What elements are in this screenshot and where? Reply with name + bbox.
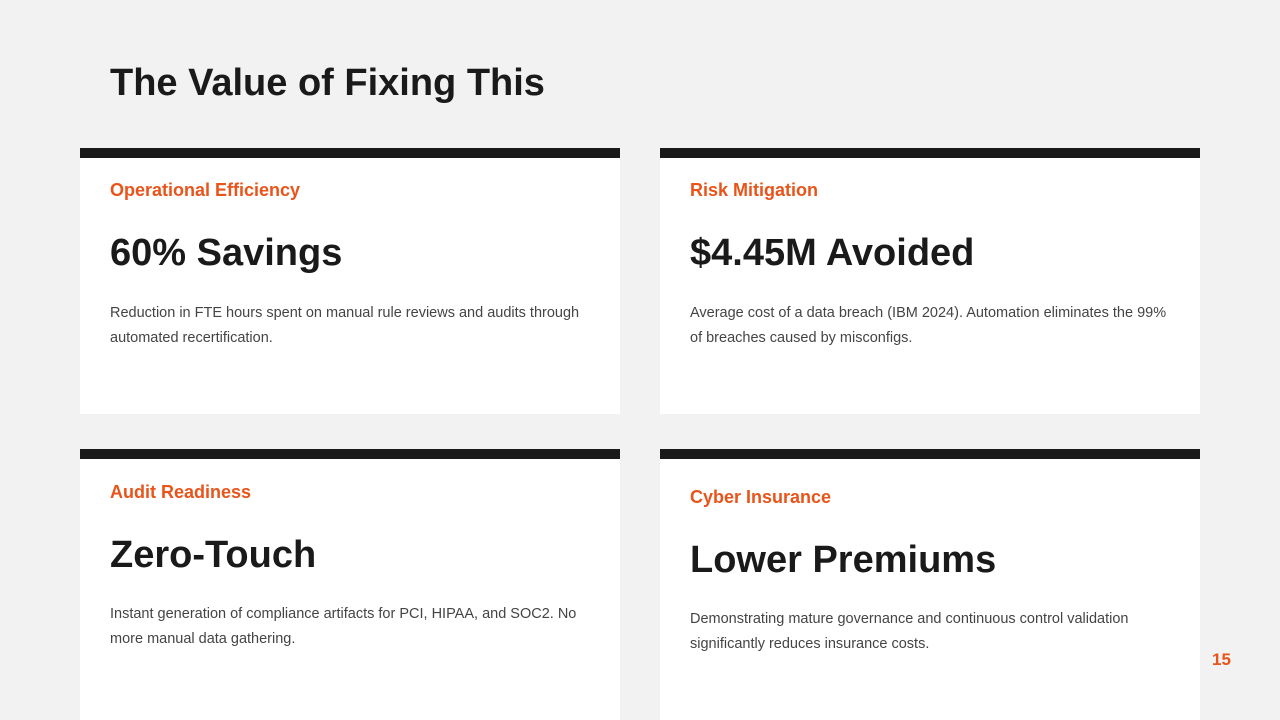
- value-card-audit-readiness: [80, 449, 620, 720]
- value-card-operational-efficiency: [80, 148, 620, 414]
- card-description: Average cost of a data breach (IBM 2024). Automation eliminates the 99% of breaches caused by misconfigs.: [690, 305, 1167, 346]
- card-description: Instant generation of compliance artifacts for PCI, HIPAA, and SOC2. No more manual data gathering.: [110, 606, 577, 647]
- card-value: $4.45M Avoided: [690, 232, 975, 274]
- card-label: Cyber Insurance: [690, 487, 832, 507]
- card-value: 60% Savings: [110, 232, 343, 274]
- page-number: 15: [1212, 650, 1231, 669]
- card-description: Demonstrating mature governance and continuous control validation significantly reduces insurance costs.: [690, 611, 1129, 652]
- value-card-cyber-insurance: [660, 449, 1200, 720]
- card-label: Risk Mitigation: [690, 180, 819, 200]
- card-value: Lower Premiums: [690, 539, 997, 581]
- card-value: Zero-Touch: [110, 534, 317, 576]
- card-label: Audit Readiness: [110, 482, 252, 502]
- slide-title: The Value of Fixing This: [110, 62, 545, 104]
- card-label: Operational Efficiency: [110, 180, 301, 200]
- card-description: Reduction in FTE hours spent on manual rule reviews and audits through automated recertification.: [110, 305, 580, 346]
- value-card-risk-mitigation: [660, 148, 1200, 414]
